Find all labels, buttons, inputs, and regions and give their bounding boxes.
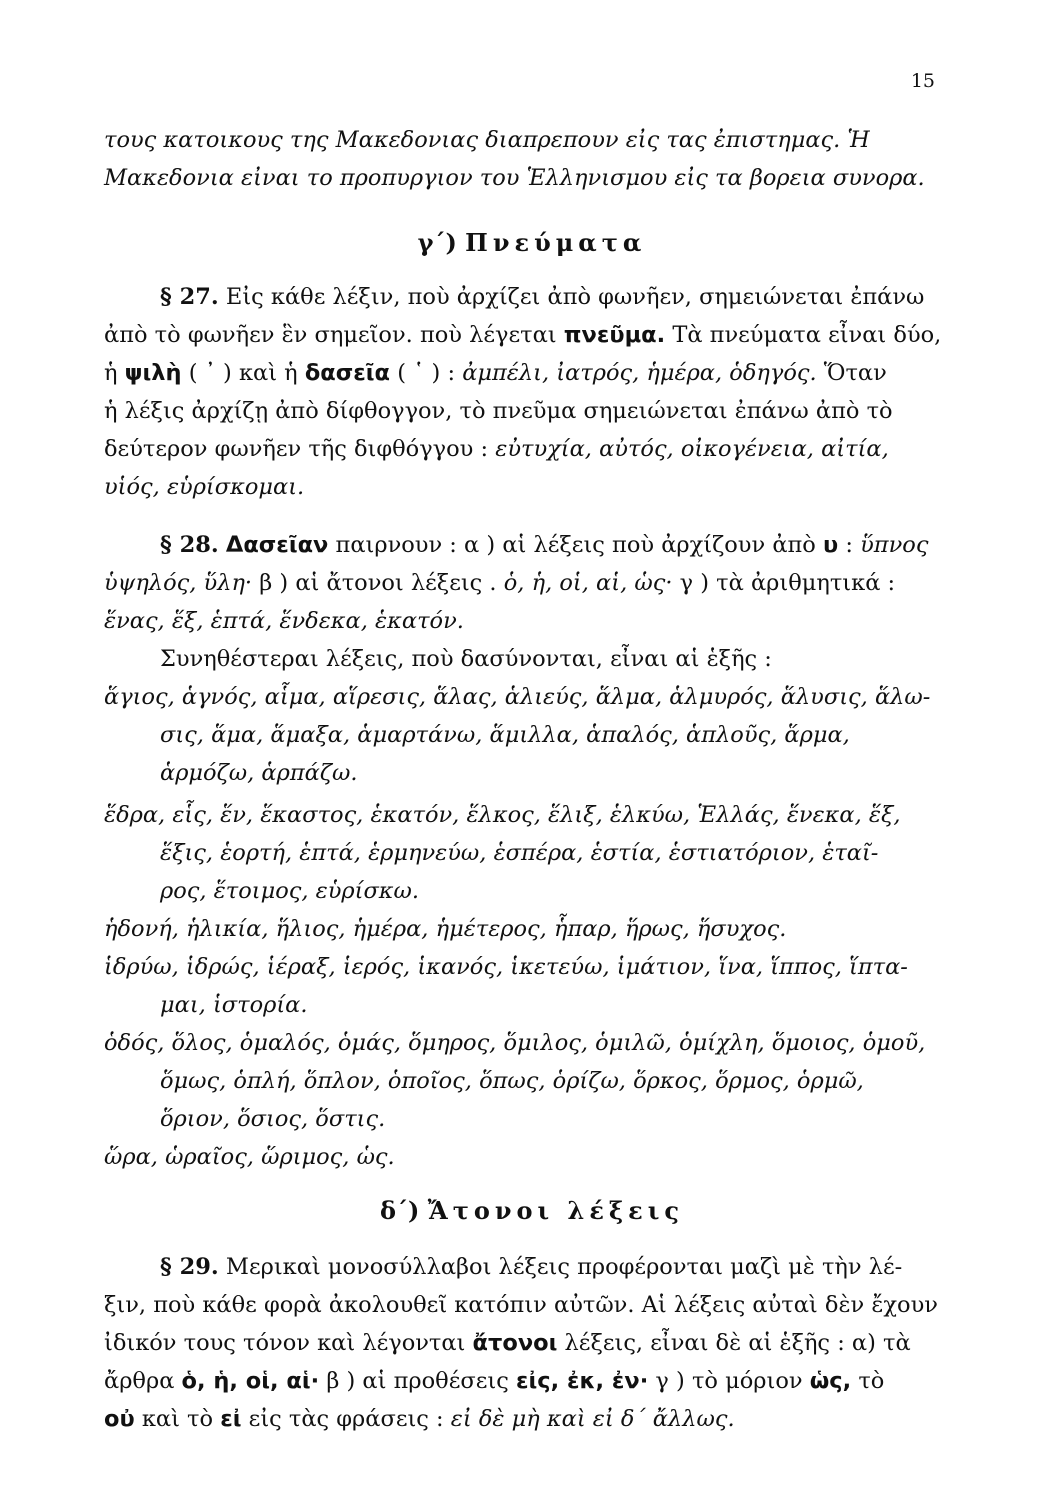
paragraph-27-line-3: [104, 358, 887, 388]
text: ( ῾ ) :: [397, 360, 456, 386]
particle-os: ὡς,: [809, 1368, 852, 1394]
paragraph-27-line-1: [160, 282, 924, 312]
term-psili: ψιλὴ: [124, 360, 182, 386]
particle-ei: εἰ: [220, 1406, 242, 1432]
section-marker: δ΄): [380, 1196, 420, 1225]
word-list-epsilon-3: ρος, ἕτοιμος, εὑρίσκω.: [160, 878, 420, 904]
paragraph-29-line-2: ξιν, ποὺ κάθε φορὰ ἀκολουθεῖ κατόπιν αὐτῶν. Αἱ λέξεις αὐταὶ δὲν ἔχουν: [104, 1292, 938, 1318]
text: γ ) τὸ μόριον: [655, 1368, 803, 1394]
word-list-omicron-3: ὅριον, ὅσιος, ὅστις.: [160, 1106, 386, 1132]
paragraph-number: § 28.: [160, 532, 219, 558]
text: ἀπὸ τὸ φωνῆεν ἓν σημεῖον. ποὺ λέγεται: [104, 322, 557, 348]
paragraph-27-line-2: [104, 320, 941, 350]
paragraph-29-line-4: [104, 1366, 884, 1396]
word-list-omicron-2: ὅμως, ὁπλή, ὅπλον, ὁποῖος, ὅπως, ὁρίζω, ὅρκος, ὅρμος, ὁρμῶ,: [160, 1068, 864, 1094]
text: β ) αἱ προθέσεις: [326, 1368, 509, 1394]
term-pneuma: πνεῦμα.: [563, 322, 666, 348]
articles: ὁ, ἡ, οἱ, αἱ·: [181, 1368, 320, 1394]
intro-line-2: Μακεδονια εἰναι το προπυργιον του Ἑλληνισμου εἰς τα βορεια συνορα.: [104, 165, 925, 191]
text: Τὰ πνεύματα εἶναι δύο,: [672, 322, 942, 348]
word-list-epsilon-1: ἕδρα, εἷς, ἕν, ἕκαστος, ἑκατόν, ἕλκος, ἕλιξ, ἑλκύω, Ἑλλάς, ἕνεκα, ἕξ,: [104, 802, 901, 828]
word-list-iota-2: μαι, ἱστορία.: [160, 992, 308, 1018]
text: Μερικαὶ μονοσύλλαβοι λέξεις προφέρονται μαζὶ μὲ τὴν λέ-: [225, 1254, 903, 1280]
section-title: Ἄτονοι λέξεις: [427, 1196, 684, 1225]
phrases: εἰ δὲ μὴ καὶ εἰ δ΄ ἄλλως.: [450, 1406, 735, 1432]
text: ἡ: [104, 360, 118, 386]
section-marker: γ΄): [417, 228, 457, 257]
text: καὶ τὸ: [141, 1406, 214, 1432]
prepositions: εἰς, ἐκ, ἐν·: [515, 1368, 649, 1394]
text: λέξεις, εἶναι δὲ αἱ ἑξῆς : α) τὰ: [564, 1330, 911, 1356]
text: Εἰς κάθε λέξιν, ποὺ ἀρχίζει ἀπὸ φωνῆεν, σημειώνεται ἐπάνω: [225, 284, 925, 310]
paragraph-29-line-1: [160, 1252, 902, 1282]
paragraph-28-line-2: [104, 568, 895, 598]
text: τὸ: [858, 1368, 885, 1394]
examples: ἀμπέλι, ἰατρός, ἡμέρα, ὁδηγός.: [462, 360, 817, 386]
word-list-epsilon-2: ἕξις, ἑορτή, ἑπτά, ἑρμηνεύω, ἑσπέρα, ἑστία, ἑστιατόριον, ἑταῖ-: [160, 840, 879, 866]
paragraph-number: § 27.: [160, 284, 219, 310]
paragraph-29-line-3: [104, 1328, 911, 1358]
word-list-eta-1: ἡδονή, ἡλικία, ἥλιος, ἡμέρα, ἡμέτερος, ἧπαρ, ἥρως, ἥσυχος.: [104, 916, 787, 942]
page-number: 15: [910, 70, 935, 92]
word-list-alpha-3: ἁρμόζω, ἁρπάζω.: [160, 760, 358, 786]
word-list-omicron-1: ὁδός, ὅλος, ὁμαλός, ὁμάς, ὅμηρος, ὅμιλος, ὁμιλῶ, ὁμίχλη, ὅμοιος, ὁμοῦ,: [104, 1030, 926, 1056]
text: δεύτερον φωνῆεν τῆς διφθόγγου :: [104, 436, 489, 462]
text: ἰδικόν τους τόνον καὶ λέγονται: [104, 1330, 466, 1356]
paragraph-27-line-5: [104, 434, 889, 464]
paragraph-29-line-5: [104, 1404, 735, 1434]
word-list-alpha-2: σις, ἅμα, ἅμαξα, ἁμαρτάνω, ἅμιλλα, ἁπαλός, ἁπλοῦς, ἅρμα,: [160, 722, 850, 748]
particle-ou: οὐ: [104, 1406, 135, 1432]
word-list-iota-1: ἱδρύω, ἱδρώς, ἱέραξ, ἱερός, ἱκανός, ἱκετεύω, ἱμάτιον, ἵνα, ἵππος, ἵπτα-: [104, 954, 908, 980]
text: παιρνουν : α ) αἱ λέξεις ποὺ ἀρχίζουν ἀπὸ: [335, 532, 816, 558]
examples: ὕπνος: [860, 532, 929, 558]
paragraph-28-line-1: [160, 530, 928, 560]
paragraph-28-line-3: ἕνας, ἕξ, ἑπτά, ἕνδεκα, ἑκατόν.: [104, 608, 464, 634]
paragraph-27-line-4: ἡ λέξις ἀρχίζῃ ἀπὸ δίφθογγον, τὸ πνεῦμα σημειώνεται ἐπάνω ἀπὸ τὸ: [104, 398, 893, 424]
paragraph-27-line-6: υἱός, εὑρίσκομαι.: [104, 474, 305, 500]
text: γ ) τὰ ἀριθμητικά :: [679, 570, 896, 596]
text: :: [845, 532, 853, 558]
section-heading-pneumata: [0, 228, 1064, 258]
paragraph-number: § 29.: [160, 1254, 219, 1280]
text: Ὅταν: [823, 360, 887, 386]
text: εἰς τὰς φράσεις :: [248, 1406, 444, 1432]
examples: ὁ, ἡ, οἱ, αἱ, ὡς·: [503, 570, 673, 596]
letter-upsilon: υ: [823, 532, 839, 558]
text: β ) αἱ ἄτονοι λέξεις .: [259, 570, 497, 596]
text: ( ᾿ ) καὶ ἡ: [188, 360, 298, 386]
section-heading-atonoi: [0, 1196, 1064, 1226]
paragraph-28-line-4: Συνηθέστεραι λέξεις, ποὺ δασύνονται, εἶναι αἱ ἑξῆς :: [160, 646, 772, 672]
examples: εὐτυχία, αὐτός, οἰκογένεια, αἰτία,: [495, 436, 889, 462]
examples: ὑψηλός, ὕλη·: [104, 570, 253, 596]
term-daseian: Δασεῖαν: [225, 532, 329, 558]
term-daseia: δασεῖα: [304, 360, 391, 386]
term-atonoi: ἄτονοι: [472, 1330, 558, 1356]
intro-line-1: τους κατοικους της Μακεδονιας διαπρεπουν εἰς τας ἐπιστημας. Ἡ: [104, 127, 870, 153]
word-list-omega-1: ὥρα, ὡραῖος, ὥριμος, ὡς.: [104, 1144, 395, 1170]
section-title: Πνεύματα: [465, 228, 647, 257]
text: ἄρθρα: [104, 1368, 175, 1394]
word-list-alpha-1: ἅγιος, ἁγνός, αἷμα, αἵρεσις, ἅλας, ἁλιεύς, ἅλμα, ἁλμυρός, ἅλυσις, ἅλω-: [104, 684, 931, 710]
